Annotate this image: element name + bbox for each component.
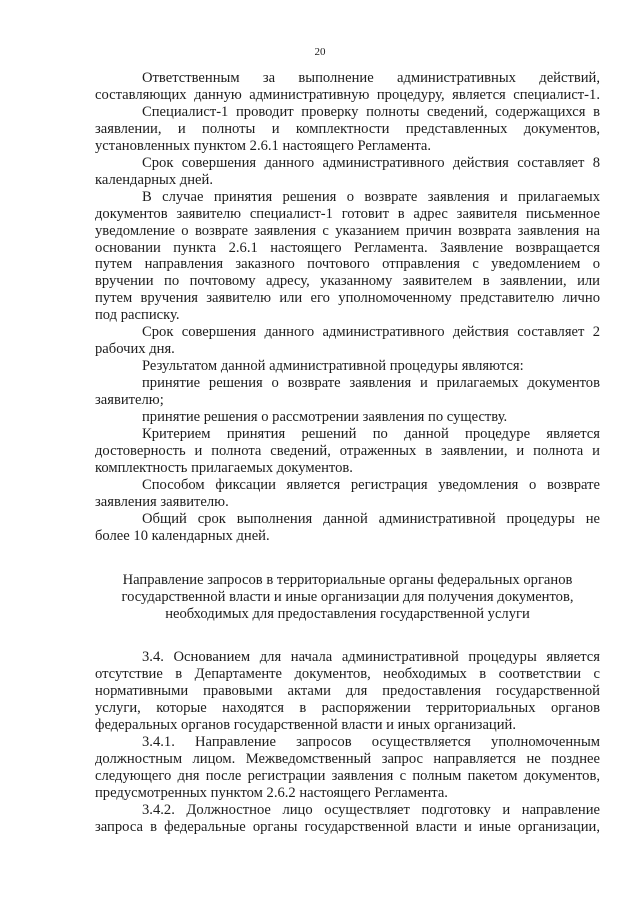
body-text-line: Специалист-1 проводит проверку полноты сведений, содержащихся в <box>142 103 600 120</box>
body-text-line: установленных пунктом 2.6.1 настоящего Регламента. <box>95 137 432 154</box>
body-text-line: достоверность и полнота сведений, отраженных в заявлении, и полнота и <box>95 442 600 459</box>
body-text-line: отсутствие в Департаменте документов, необходимых в соответствии с <box>95 666 600 683</box>
section-heading-line: государственной власти и иные организации для получения документов, <box>121 588 574 605</box>
body-text-line: принятие решения о возврате заявления и прилагаемых документов <box>142 375 600 392</box>
body-text-line: Срок совершения данного административного действия составляет 2 <box>142 324 600 341</box>
section-heading-line: необходимых для предоставления государственной услуги <box>165 605 530 622</box>
body-text-line: должностным лицом. Межведомственный запрос направляется не позднее <box>95 751 600 768</box>
body-text-line: под расписку. <box>95 307 180 324</box>
body-text-line: Результатом данной административной процедуры являются: <box>142 358 524 375</box>
body-text-line: В случае принятия решения о возврате заявления и прилагаемых <box>142 188 600 205</box>
body-text-line: Критерием принятия решений по данной процедуре является <box>142 425 600 442</box>
body-text-line: принятие решения о рассмотрении заявления по существу. <box>142 409 508 425</box>
body-text-line: заявителю; <box>95 392 164 408</box>
body-text-line: документов заявителю специалист-1 готовит в адрес заявителя письменное <box>95 205 600 222</box>
body-text-line: более 10 календарных дней. <box>95 527 270 544</box>
body-text-line: заявлении, и полноты и комплектности представленных документов, <box>95 120 600 137</box>
body-text-line: Ответственным за выполнение административных действий, <box>142 70 600 86</box>
body-text-line: вручении по почтовому адресу, указанному заявителем в заявлении, или <box>95 273 600 290</box>
body-text-line: путем направления заказного почтового отправления с уведомлением о <box>95 256 600 273</box>
body-text-line: путем вручения заявителю или его уполномоченному представителю лично <box>95 290 600 307</box>
body-text-line: основании пункта 2.6.1 настоящего Регламента. Заявление возвращается <box>95 239 600 256</box>
body-text-line: рабочих дня. <box>95 341 175 358</box>
body-text-line: уведомление о возврате заявления с указанием причин возврата заявления на <box>95 222 600 239</box>
body-text-line: Срок совершения данного административного действия составляет 8 <box>142 154 600 171</box>
body-text-line: комплектность прилагаемых документов. <box>95 459 353 476</box>
body-text-line: нормативными правовыми актами для предоставления государственной <box>95 683 600 700</box>
body-text-line: 3.4.1. Направление запросов осуществляется уполномоченным <box>142 734 600 751</box>
body-text-line: Способом фиксации является регистрация уведомления о возврате <box>142 476 600 493</box>
body-text-line: федеральных органов государственной власти и иных организаций. <box>95 717 517 734</box>
body-text-line: заявления заявителю. <box>95 493 229 510</box>
body-text-line: следующего дня после регистрации заявления с полным пакетом документов, <box>95 768 600 785</box>
body-text-line: предусмотренных пунктом 2.6.2 настоящего Регламента. <box>95 785 448 802</box>
body-text-line: 3.4. Основанием для начала административной процедуры является <box>142 649 600 666</box>
body-text-line: календарных дней. <box>95 171 213 188</box>
body-text-line: 3.4.2. Должностное лицо осуществляет подготовку и направление <box>142 802 600 818</box>
body-text-line: Общий срок выполнения данной административной процедуры не <box>142 510 600 527</box>
page-number: 20 <box>314 46 326 58</box>
body-text-line: запроса в федеральные органы государственной власти и иные организации, <box>95 819 600 835</box>
body-text-line: составляющих данную административную процедуру, является специалист-1. <box>95 87 600 103</box>
body-text-line: услуги, которые находятся в распоряжении территориальных органов <box>95 700 600 717</box>
section-heading-line: Направление запросов в территориальные органы федеральных органов <box>122 571 573 588</box>
